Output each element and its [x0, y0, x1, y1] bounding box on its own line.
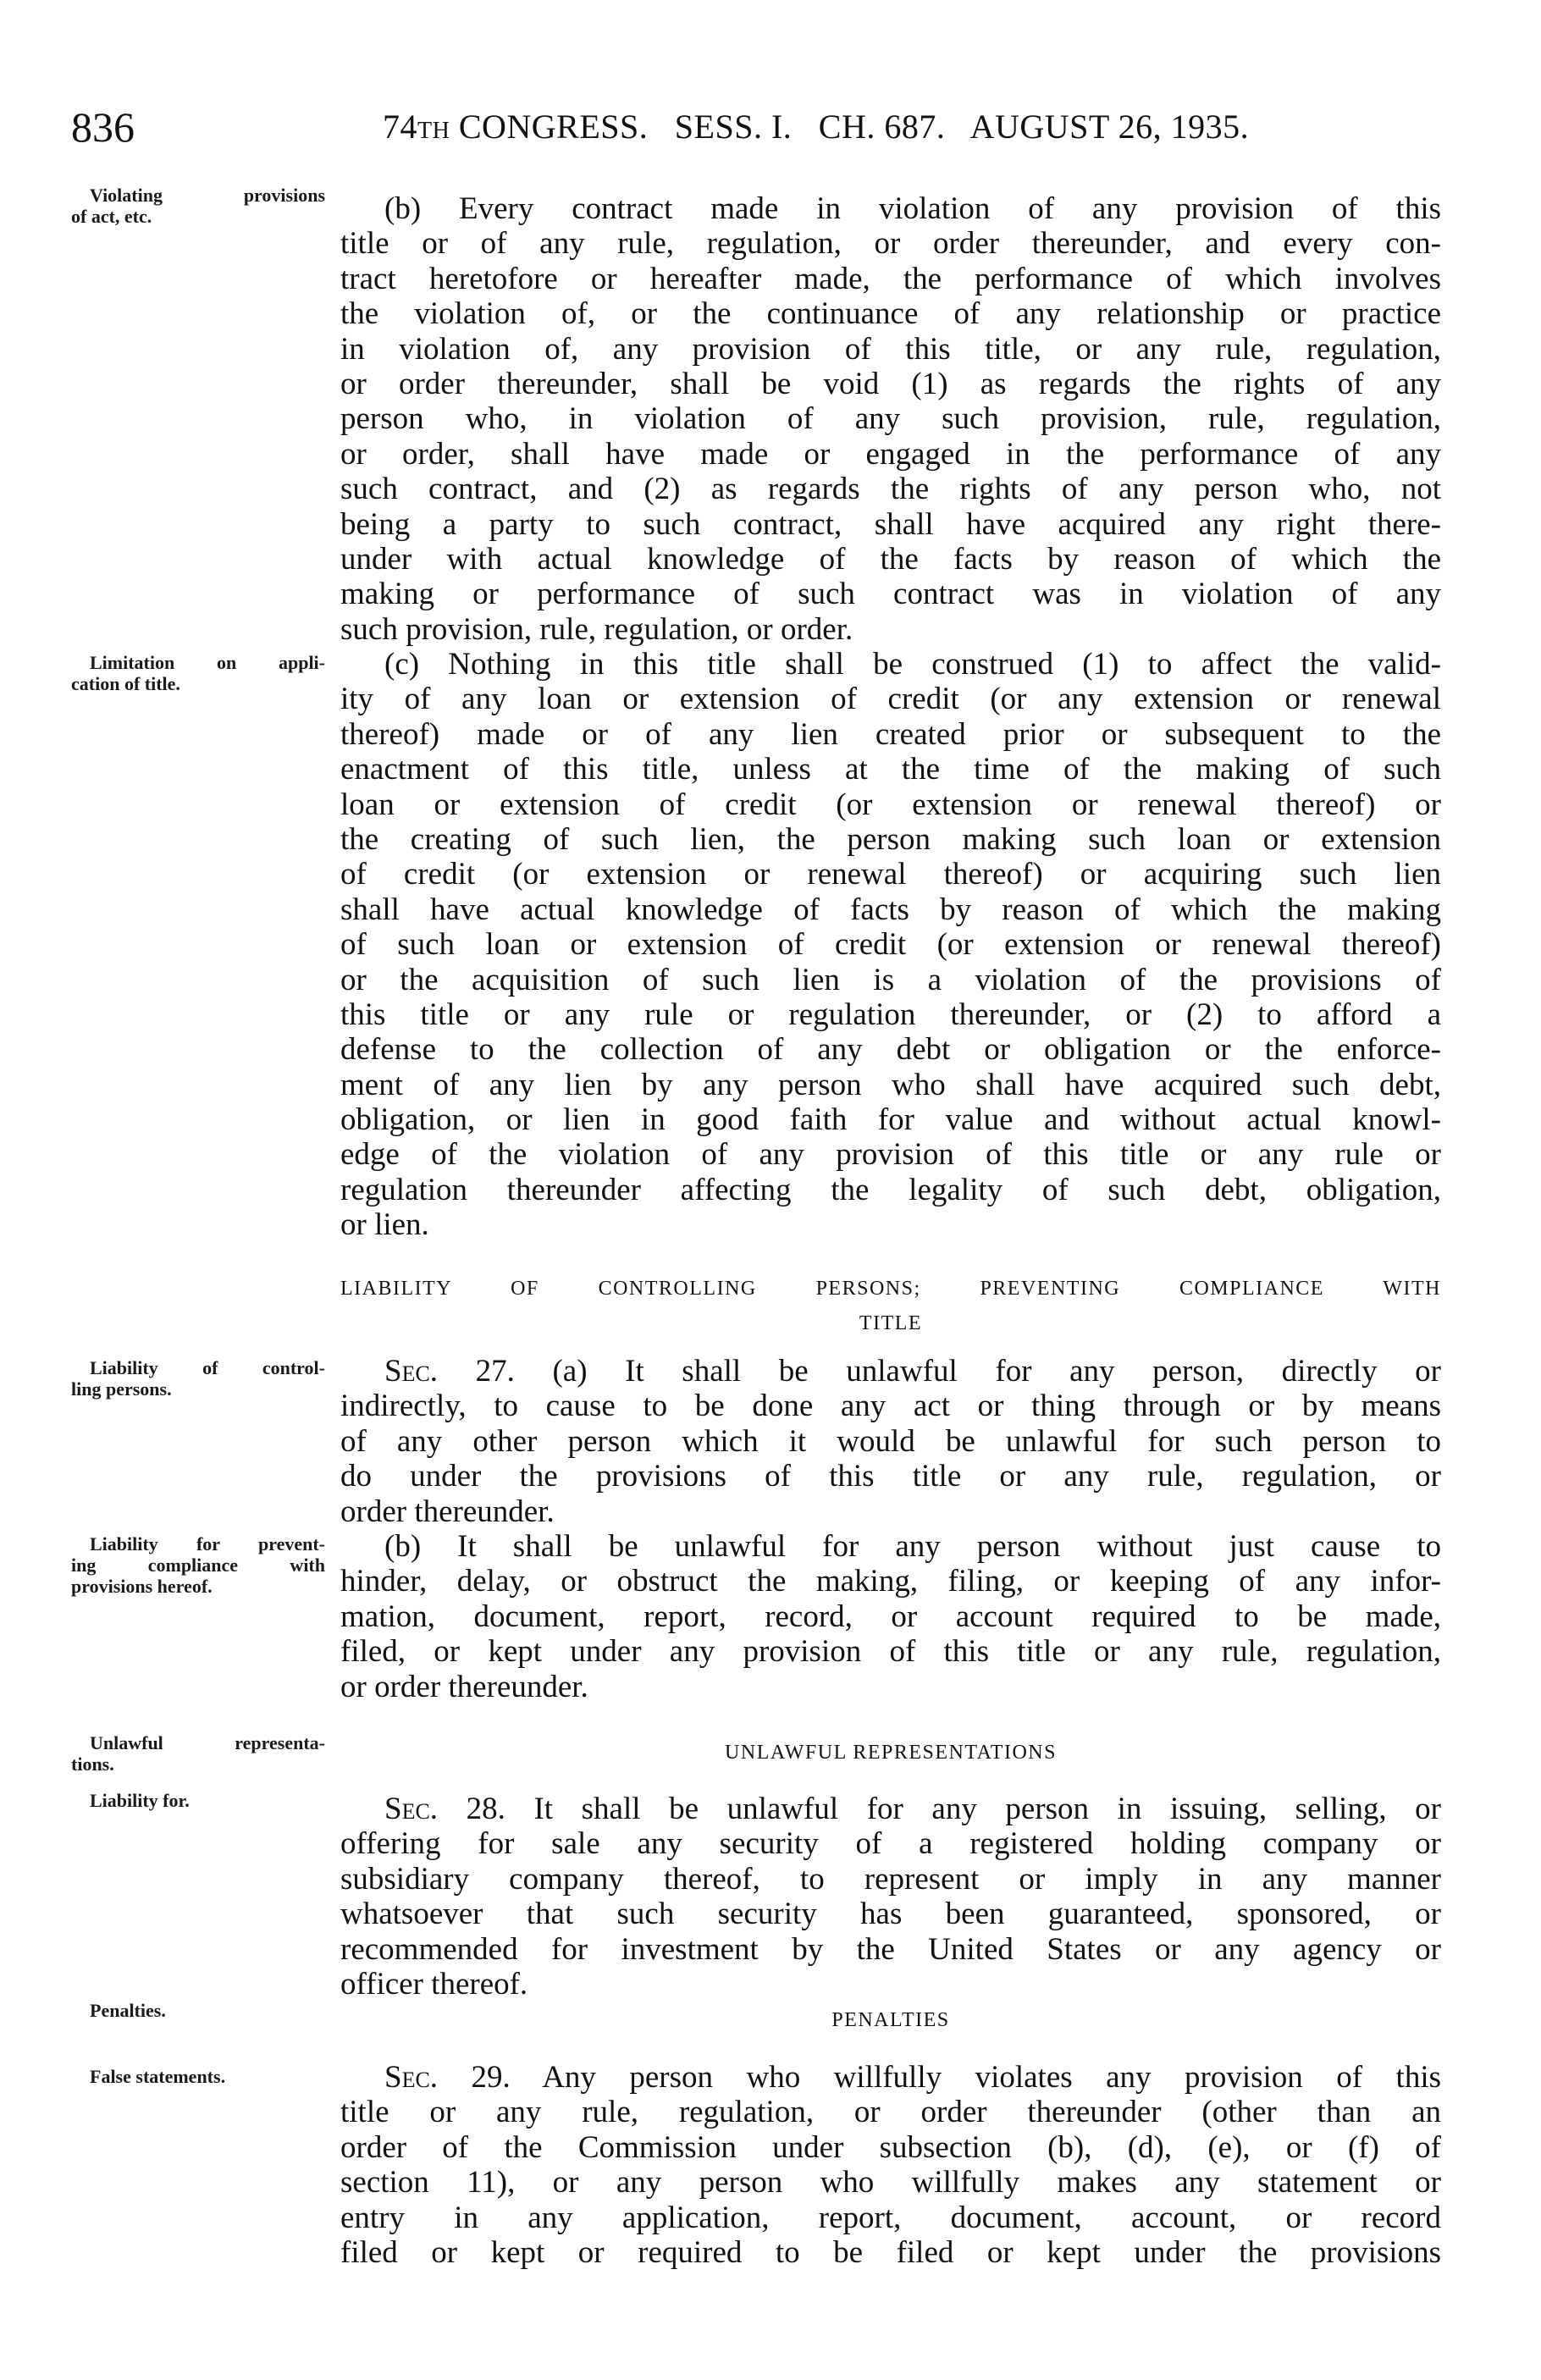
text-line: [340, 1102, 1441, 1137]
text-line: [340, 1967, 1441, 2002]
text-line: [340, 1897, 1441, 1931]
section-label: Sec.: [384, 2060, 439, 2095]
text-line-content: ment of any lien by any person who shall have acquired such debt,: [340, 1067, 1441, 1102]
margin-note-line: Liability for prevent-: [90, 1533, 325, 1554]
margin-note: [71, 185, 325, 227]
text-line-content: of such loan or extension of credit (or extension or renewal thereof): [340, 927, 1441, 963]
text-line: [340, 1207, 1441, 1242]
running-title: CONGRESS. SESS. I. CH. 687. AUGUST 26, 1935.: [450, 108, 1250, 146]
text-line-content: being a party to such contract, shall have acquired any right there-: [340, 506, 1441, 542]
text-line: [340, 1354, 1441, 1389]
margin-note-line: Liability of control-: [90, 1357, 325, 1378]
text-line-content: thereof) made or of any lien created prior or subsequent to the: [340, 716, 1441, 752]
text-line-content: (c) Nothing in this title shall be construed (1) to affect the valid-: [384, 647, 1441, 682]
margin-note: [71, 1533, 325, 1597]
text-line-content: filed, or kept under any provision of this title or any rule, regulation,: [340, 1634, 1441, 1670]
margin-note-line: False statements.: [90, 2066, 226, 2087]
text-line-content: or lien.: [340, 1207, 429, 1243]
text-line: [340, 191, 1441, 226]
margin-note-line: of act, etc.: [71, 206, 152, 227]
text-line-content: tract heretofore or hereafter made, the performance of which involves: [340, 261, 1441, 296]
margin-note-line: ling persons.: [71, 1378, 172, 1400]
text-line: [340, 2235, 1441, 2270]
margin-note-line: Liability for.: [90, 1790, 190, 1811]
margin-note: [71, 1732, 325, 1775]
text-line: [340, 507, 1441, 542]
text-line: [340, 1529, 1441, 1564]
text-line: [340, 997, 1441, 1032]
text-line-content: order of the Commission under subsection (b), (d), (e), or (f) of: [340, 2129, 1441, 2165]
text-line-content: indirectly, to cause to be done any act or thing through or by means: [340, 1389, 1441, 1424]
heading-unlawful-representations: [340, 1736, 1441, 1770]
text-line: [340, 1389, 1441, 1423]
heading-line: LIABILITY OF CONTROLLING PERSONS; PREVENTING COMPLIANCE WITH: [340, 1278, 1441, 1300]
text-line: [340, 1173, 1441, 1207]
text-line: [340, 437, 1441, 472]
text-line: [340, 1670, 1441, 1704]
text-line-content: edge of the violation of any provision of this title or any rule or: [340, 1137, 1441, 1173]
text-line: [340, 822, 1441, 857]
text-line-content: in violation of, any provision of this title, or any rule, regulation,: [340, 331, 1441, 367]
running-header: [383, 105, 1441, 153]
text-line: [340, 963, 1441, 997]
text-line: [340, 262, 1441, 296]
heading-controlling-persons: [340, 1272, 1441, 1341]
text-line: [340, 647, 1441, 682]
paragraph-sec27-b: [340, 1529, 1441, 1704]
paragraph-sec28: [340, 1792, 1441, 2002]
text-line: [340, 787, 1441, 822]
text-line-content: title or of any rule, regulation, or order thereunder, and every con-: [340, 226, 1441, 262]
margin-note-line: Penalties.: [90, 2000, 166, 2021]
text-line-content: this title or any rule or regulation thereunder, or (2) to afford a: [340, 997, 1441, 1032]
text-line-content: Sec. 28. It shall be unlawful for any person in issuing, selling, or: [384, 1792, 1441, 1826]
text-line-content: making or performance of such contract was in violation of any: [340, 577, 1441, 612]
text-line-content: or order, shall have made or engaged in the performance of any: [340, 436, 1441, 472]
text-line: [340, 1459, 1441, 1494]
text-line: [340, 612, 1441, 647]
text-line-content: defense to the collection of any debt or obligation or the enforce-: [340, 1032, 1441, 1068]
margin-note: [71, 1790, 325, 1811]
text-line: [340, 577, 1441, 611]
text-line-content: recommended for investment by the United States or any agency or: [340, 1931, 1441, 1967]
margin-note-line: provisions hereof.: [71, 1576, 213, 1597]
text-line-content: person who, in violation of any such provision, rule, regulation,: [340, 401, 1441, 437]
text-line-content: under with actual knowledge of the facts by reason of which the: [340, 541, 1441, 577]
page-number: 836: [71, 103, 135, 151]
text-line: [340, 1068, 1441, 1102]
text-line-content: do under the provisions of this title or any rule, regulation, or: [340, 1459, 1441, 1494]
text-line-content: Sec. 29. Any person who willfully violates any provision of this: [384, 2060, 1441, 2095]
text-line-content: or order thereunder.: [340, 1669, 588, 1704]
text-line-content: section 11), or any person who willfully makes any statement or: [340, 2165, 1441, 2201]
text-line-content: such provision, rule, regulation, or order.: [340, 611, 853, 647]
text-line-content: hinder, delay, or obstruct the making, filing, or keeping of any infor-: [340, 1564, 1441, 1599]
margin-note-line: Violating provisions: [90, 185, 325, 206]
margin-note-line: Unlawful representa-: [90, 1732, 325, 1753]
text-line: [340, 1564, 1441, 1599]
text-line: [340, 2165, 1441, 2200]
text-line: [340, 717, 1441, 752]
text-line: [340, 472, 1441, 506]
text-line: [340, 367, 1441, 401]
text-line-content: regulation thereunder affecting the legality of such debt, obligation,: [340, 1172, 1441, 1207]
text-line-content: or order thereunder, shall be void (1) as regards the rights of any: [340, 366, 1441, 401]
text-line-content: title or any rule, regulation, or order thereunder (other than an: [340, 2095, 1441, 2130]
margin-note: [71, 2000, 325, 2021]
heading-line: UNLAWFUL REPRESENTATIONS: [725, 1742, 1057, 1764]
paragraph-sec26-c: [340, 647, 1441, 1243]
text-line-content: the violation of, or the continuance of any relationship or practice: [340, 296, 1441, 332]
text-line: [340, 226, 1441, 261]
text-line-content: (b) Every contract made in violation of any provision of this: [384, 191, 1441, 226]
margin-note: [71, 2066, 325, 2087]
text-line-content: subsidiary company thereof, to represent or imply in any manner: [340, 1861, 1441, 1897]
paragraph-sec26-b: [340, 191, 1441, 647]
text-line: [340, 296, 1441, 331]
text-line-content: of any other person which it would be unlawful for such person to: [340, 1423, 1441, 1459]
text-line-content: shall have actual knowledge of facts by reason of which the making: [340, 892, 1441, 927]
margin-note-line: Limitation on appli-: [90, 652, 325, 673]
text-line: [340, 927, 1441, 962]
text-line: [340, 892, 1441, 927]
text-line: [340, 1932, 1441, 1967]
text-line: [340, 1599, 1441, 1634]
text-line-content: the creating of such lien, the person making such loan or extension: [340, 821, 1441, 857]
heading-line: PENALTIES: [831, 2009, 950, 2031]
text-line: [340, 1634, 1441, 1669]
text-line-content: Sec. 27. (a) It shall be unlawful for any person, directly or: [384, 1354, 1441, 1389]
text-line-content: officer thereof.: [340, 1966, 528, 2002]
text-line: [340, 1137, 1441, 1172]
text-line: [340, 1494, 1441, 1529]
text-line-content: of credit (or extension or renewal thereof) or acquiring such lien: [340, 857, 1441, 892]
text-line-content: entry in any application, report, document, account, or record: [340, 2200, 1441, 2235]
margin-note-line: ing compliance with: [71, 1554, 325, 1576]
text-line: [340, 1792, 1441, 1826]
text-line: [340, 2201, 1441, 2235]
margin-note-line: cation of title.: [71, 673, 180, 694]
text-line-content: loan or extension of credit (or extension or renewal thereof) or: [340, 787, 1441, 822]
congress-suffix: TH: [417, 118, 450, 144]
paragraph-sec27-a: [340, 1354, 1441, 1529]
text-line: [340, 2130, 1441, 2165]
text-line-content: obligation, or lien in good faith for value and without actual knowl-: [340, 1102, 1441, 1138]
text-line-content: enactment of this title, unless at the time of the making of such: [340, 752, 1441, 787]
text-line: [340, 401, 1441, 436]
text-line: [340, 857, 1441, 892]
heading-line: TITLE: [859, 1312, 923, 1334]
congress-number: 74: [383, 108, 417, 146]
text-line-content: whatsoever that such security has been guaranteed, sponsored, or: [340, 1897, 1441, 1932]
text-line-content: offering for sale any security of a registered holding company or: [340, 1826, 1441, 1862]
text-line-content: (b) It shall be unlawful for any person without just cause to: [384, 1529, 1441, 1564]
text-line: [340, 1032, 1441, 1067]
text-line: [340, 1826, 1441, 1861]
section-label: Sec.: [384, 1354, 439, 1389]
section-label: Sec.: [384, 1792, 439, 1826]
text-line-content: such contract, and (2) as regards the rights of any person who, not: [340, 472, 1441, 507]
text-line: [340, 542, 1441, 577]
text-line: [340, 2060, 1441, 2095]
margin-note: [71, 1357, 325, 1400]
heading-penalties: [340, 2003, 1441, 2038]
text-line-content: or the acquisition of such lien is a violation of the provisions of: [340, 962, 1441, 997]
text-line: [340, 2095, 1441, 2129]
text-line-content: ity of any loan or extension of credit (or any extension or renewal: [340, 682, 1441, 717]
margin-note-line: tions.: [71, 1753, 114, 1775]
paragraph-sec29: [340, 2060, 1441, 2270]
text-line: [340, 1424, 1441, 1459]
text-line: [340, 752, 1441, 787]
text-line-content: order thereunder.: [340, 1494, 555, 1529]
text-line-content: filed or kept or required to be filed or kept under the provisions: [340, 2234, 1441, 2270]
text-line: [340, 332, 1441, 367]
text-line-content: mation, document, report, record, or account required to be made,: [340, 1599, 1441, 1634]
margin-note: [71, 652, 325, 694]
text-line: [340, 682, 1441, 716]
text-line: [340, 1862, 1441, 1897]
